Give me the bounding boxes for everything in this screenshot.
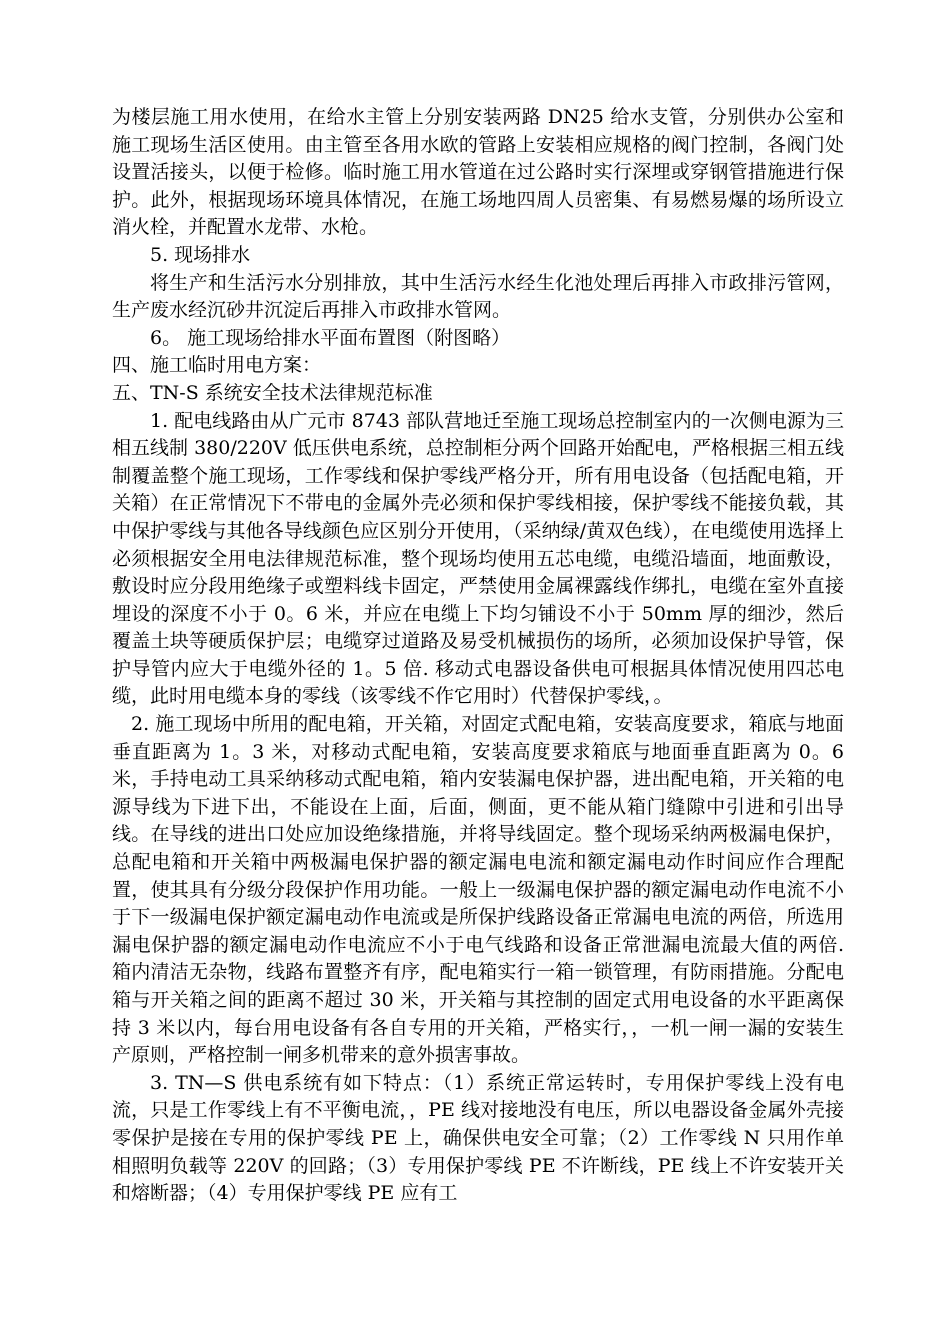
paragraph-distribution-boxes: 2. 施工现场中所用的配电箱，开关箱，对固定式配电箱，安装高度要求，箱底与地面垂直距离为 1。3 米，对移动式配电箱，安装高度要求箱底与地面垂直距离为 0。6 米，手持电动工具采纳移动式配电箱，箱内安装漏电保护器，进出配电箱，开关箱的电源导线为下进下出，不能设在上面，后面，侧面，更不能从箱门缝隙中引进和引出导线。在导线的进出口处应加设绝缘措施，并将导线固定。整个现场采纳两极漏电保护，总配电箱和开关箱中两极漏电保护器的额定漏电电流和额定漏电动作时间应作合理配置，使其具有分级分段保护作用功能。一般上一级漏电保护器的额定漏电动作电流不小于下一级漏电保护额定漏电动作电流或是所保护线路设备正常漏电电流的两倍，所选用漏电保护器的额定漏电动作电流应不小于电气线路和设备正常泄漏电流最大值的两倍. 箱内清洁无杂物，线路布置整齐有序，配电箱实行一箱一锁管理，有防雨措施。分配电箱与开关箱之间的距离不超过 30 米，开关箱与其控制的固定式用电设备的水平距离保持 3 米以内，每台用电设备有各自专用的开关箱，严格实行，，一机一闸一漏的安装生产原则，严格控制一闸多机带来的意外损害事故。	[112, 713, 844, 1067]
document-page	[112, 104, 844, 1208]
paragraph-water-supply: 为楼层施工用水使用，在给水主管上分别安装两路 DN25 给水支管，分别供办公室和施工现场生活区使用。由主管至各用水欧的管路上安装相应规格的阀门控制，各阀门处设置活接头，以便于检修。临时施工用水管道在过公路时实行深埋或穿钢管措施进行保护。此外，根据现场环境具体情况，在施工场地四周人员密集、有易燃易爆的场所设立消火栓，并配置水龙带、水枪。	[112, 106, 844, 239]
section-heading-temporary-power: 四、施工临时用电方案：	[112, 354, 322, 377]
heading-drainage-layout: 6。 施工现场给排水平面布置图（附图略）	[150, 326, 511, 349]
section-heading-tns-standards: 五、TN-S 系统安全技术法律规范标准	[112, 381, 433, 404]
paragraph-drainage: 将生产和生活污水分别排放，其中生活污水经生化池处理后再排入市政排污管网，生产废水经沉砂井沉淀后再排入市政排水管网。	[112, 271, 844, 322]
paragraph-distribution-lines: 1. 配电线路由从广元市 8743 部队营地迁至施工现场总控制室内的一次侧电源为三相五线制 380/220V 低压供电系统，总控制柜分两个回路开始配电，严格根据三相五线制覆盖整个施工现场，工作零线和保护零线严格分开，所有用电设备（包括配电箱，开关箱）在正常情况下不带电的金属外壳必须和保护零线相接，保护零线不能接负载，其中保护零线与其他各导线颜色应区别分开使用，（采纳绿/黄双色线），在电缆使用选择上必须根据安全用电法律规范标准，整个现场均使用五芯电缆，电缆沿墙面，地面敷设，敷设时应分段用绝缘子或塑料线卡固定，严禁使用金属裸露线作绑扎，电缆在室外直接埋设的深度不小于 0。6 米，并应在电缆上下均匀铺设不小于 50mm 厚的细沙，然后覆盖土块等硬质保护层；电缆穿过道路及易受机械损伤的场所，必须加设保护导管，保护导管内应大于电缆外径的 1。5 倍. 移动式电器设备供电可根据具体情况使用四芯电缆，此时用电缆本身的零线（该零线不作它用时）代替保护零线，。	[112, 409, 844, 708]
paragraph-tns-features: 3. TN—S 供电系统有如下特点：（1）系统正常运转时，专用保护零线上没有电流，只是工作零线上有不平衡电流，，PE 线对接地没有电压，所以电器设备金属外壳接零保护是接在专用的保护零线 PE 上，确保供电安全可靠；（2）工作零线 N 只用作单相照明负载等 220V 的回路；（3）专用保护零线 PE 不许断线，PE 线上不许安装开关和熔断器；（4）专用保护零线 PE 应有工	[112, 1071, 844, 1205]
heading-site-drainage: 5. 现场排水	[150, 243, 251, 266]
